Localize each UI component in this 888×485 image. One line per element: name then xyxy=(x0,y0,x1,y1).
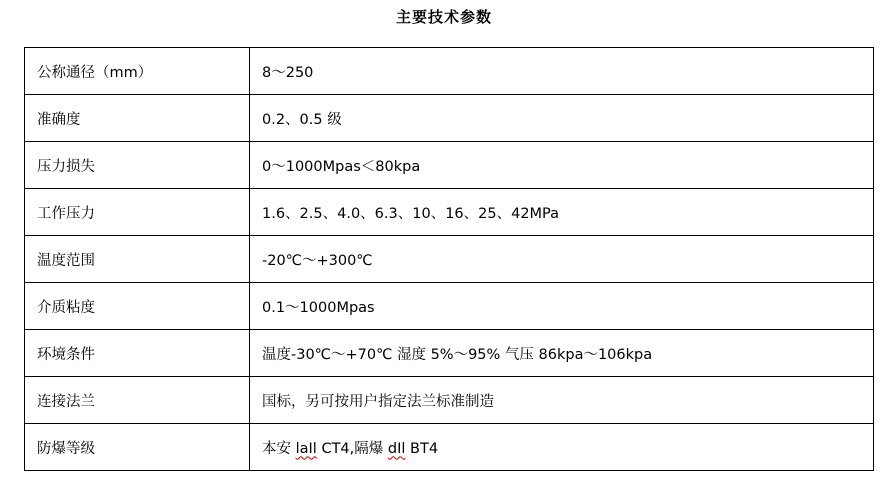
row-label: 环境条件 xyxy=(25,330,250,377)
table-row xyxy=(25,189,874,236)
page-title: 主要技术参数 xyxy=(395,8,492,26)
table-row xyxy=(25,95,874,142)
row-label: 工作压力 xyxy=(25,189,250,236)
row-value: 1.6、2.5、4.0、6.3、10、16、25、42MPa xyxy=(250,189,874,236)
spellcheck-marked-text: laIl xyxy=(295,440,317,457)
table-row xyxy=(25,377,874,424)
row-label: 温度范围 xyxy=(25,236,250,283)
table-row xyxy=(25,142,874,189)
value-text: CT4,隔爆 xyxy=(316,440,388,457)
row-value: 国标，另可按用户指定法兰标准制造 xyxy=(250,377,874,424)
row-value: -20℃～+300℃ xyxy=(250,236,874,283)
row-label: 公称通径（mm） xyxy=(25,48,250,95)
parameters-table xyxy=(24,47,874,471)
row-value: 0～1000Mpas＜80kpa xyxy=(250,142,874,189)
row-label: 准确度 xyxy=(25,95,250,142)
value-text: 本安 xyxy=(262,440,296,457)
table-row xyxy=(25,48,874,95)
row-label: 连接法兰 xyxy=(25,377,250,424)
row-label: 压力损失 xyxy=(25,142,250,189)
row-label: 防爆等级 xyxy=(25,424,250,471)
table-row xyxy=(25,330,874,377)
value-text: BT4 xyxy=(405,440,439,457)
row-value: 0.1～1000Mpas xyxy=(250,283,874,330)
table-row xyxy=(25,424,874,471)
row-label: 介质粘度 xyxy=(25,283,250,330)
table-row xyxy=(25,236,874,283)
spellcheck-marked-text: dIl xyxy=(387,440,406,457)
row-value xyxy=(250,424,874,471)
row-value: 8～250 xyxy=(250,48,874,95)
row-value: 温度-30℃～+70℃ 湿度 5%～95% 气压 86kpa～106kpa xyxy=(250,330,874,377)
row-value: 0.2、0.5 级 xyxy=(250,95,874,142)
table-row xyxy=(25,283,874,330)
